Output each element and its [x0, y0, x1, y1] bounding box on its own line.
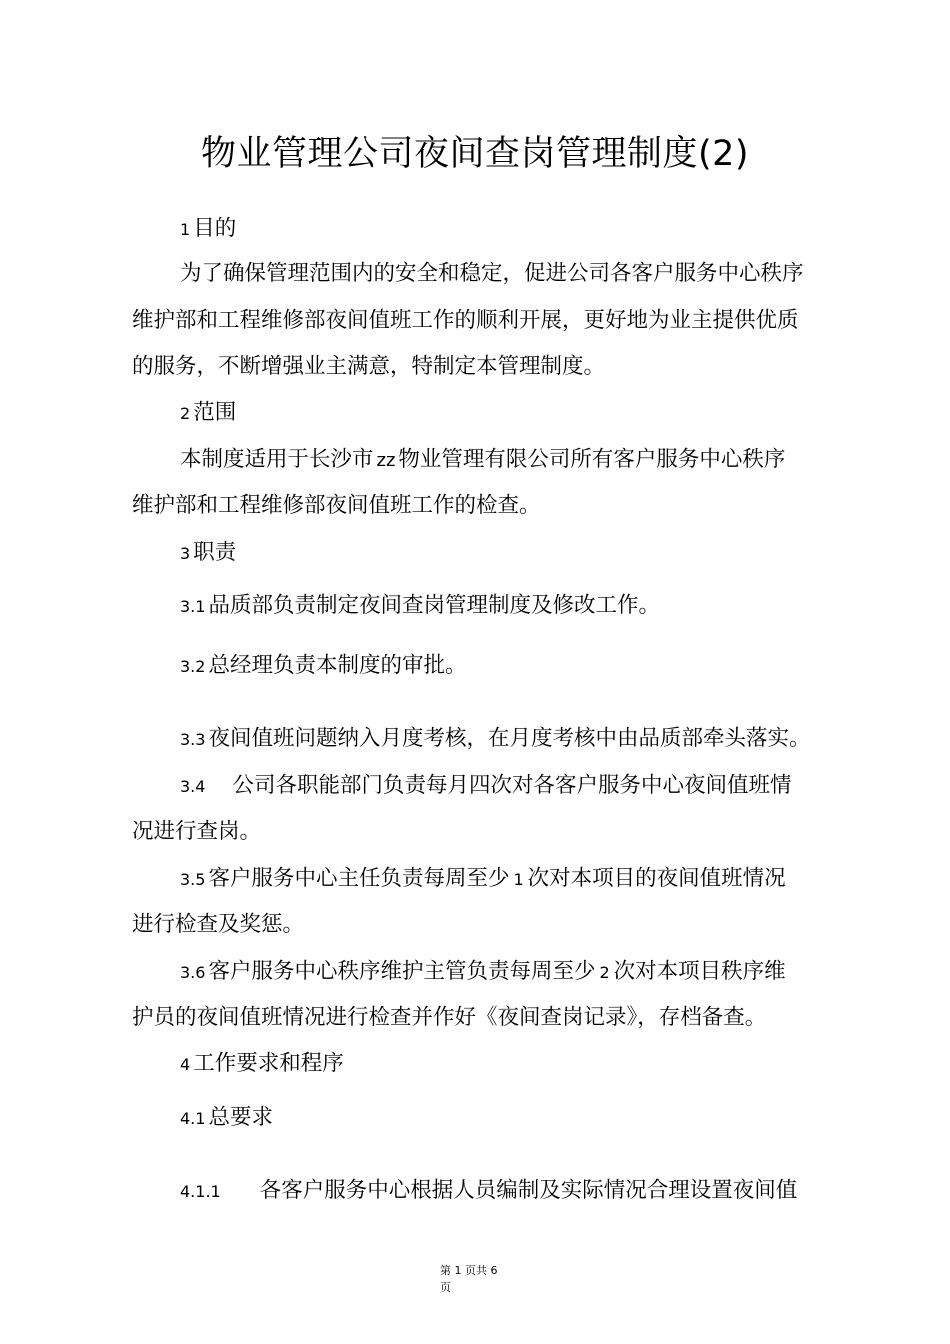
clause-3-2 [180, 651, 880, 682]
text-run: 1 [513, 870, 524, 889]
section-number: 4 [180, 1055, 191, 1074]
page-number-line-2: 页 [440, 1281, 451, 1294]
paragraph-line: 维护部和工程维修部夜间值班工作的检查。 [132, 493, 541, 518]
section-heading-text: 总要求 [208, 1105, 273, 1130]
text-run: 本制度适用于长沙市 [180, 447, 374, 472]
paragraph-line [180, 445, 880, 476]
text-run: 客户服务中心秩序维护主管负责每周至少 [208, 959, 596, 984]
section-number: 2 [180, 404, 191, 423]
clause-number: 3.4 [180, 777, 206, 796]
document-title: 物业管理公司夜间查岗管理制度(2) [200, 134, 750, 174]
clause-number: 3.3 [180, 730, 206, 749]
section-heading-text: 工作要求和程序 [193, 1051, 344, 1076]
section-3-heading [180, 538, 880, 569]
section-heading-text: 范围 [193, 400, 237, 425]
section-heading-text: 目的 [193, 216, 237, 241]
clause-number: 3.6 [180, 963, 206, 982]
section-1-heading [180, 214, 880, 245]
clause-text: 夜间值班问题纳入月度考核，在月度考核中由品质部牵头落实。 [208, 726, 811, 751]
clause-3-6 [180, 957, 880, 988]
clause-text: 各客户服务中心根据人员编制及实际情况合理设置夜间值 [259, 1178, 798, 1203]
clause-4-1-1 [180, 1176, 880, 1207]
section-4-1-heading [180, 1103, 880, 1134]
section-number: 3 [180, 544, 191, 563]
clause-text: 总经理负责本制度的审批。 [208, 653, 467, 678]
text-run: 次对本项目秩序维 [613, 959, 786, 984]
text-run: zz [376, 450, 396, 471]
section-2-heading [180, 398, 880, 429]
clause-number: 3.2 [180, 657, 206, 676]
paragraph-line: 为了确保管理范围内的安全和稳定，促进公司各客户服务中心秩序 [180, 261, 804, 286]
paragraph-line: 护员的夜间值班情况进行检查并作好《夜间查岗记录》，存档备查。 [132, 1005, 767, 1030]
clause-text: 公司各职能部门负责每月四次对各客户服务中心夜间值班情 [232, 773, 792, 798]
clause-3-5 [180, 864, 880, 895]
clause-number: 3.1 [180, 597, 206, 616]
clause-number: 4.1.1 [180, 1182, 221, 1201]
text-run: 2 [599, 963, 610, 982]
text-run: 客户服务中心主任负责每周至少 [208, 866, 510, 891]
page-number-line-1: 第 1 页共 6 [440, 1264, 498, 1277]
section-heading-text: 职责 [193, 540, 237, 565]
paragraph-line: 进行检查及奖惩。 [132, 912, 305, 937]
clause-number: 4.1 [180, 1109, 206, 1128]
paragraph-line: 维护部和工程维修部夜间值班工作的顺利开展，更好地为业主提供优质 [132, 308, 799, 333]
clause-text: 品质部负责制定夜间查岗管理制度及修改工作。 [208, 593, 660, 618]
section-number: 1 [180, 220, 191, 239]
clause-3-4 [180, 771, 880, 802]
clause-3-1 [180, 591, 880, 622]
paragraph-line: 的服务，不断增强业主满意，特制定本管理制度。 [132, 354, 606, 379]
paragraph-line: 况进行查岗。 [132, 819, 262, 844]
page-footer [440, 1262, 520, 1296]
clause-number: 3.5 [180, 870, 206, 889]
section-4-heading [180, 1049, 880, 1080]
text-run: 次对本项目的夜间值班情况 [527, 866, 786, 891]
clause-3-3 [180, 724, 880, 755]
text-run: 物业管理有限公司所有客户服务中心秩序 [398, 447, 786, 472]
